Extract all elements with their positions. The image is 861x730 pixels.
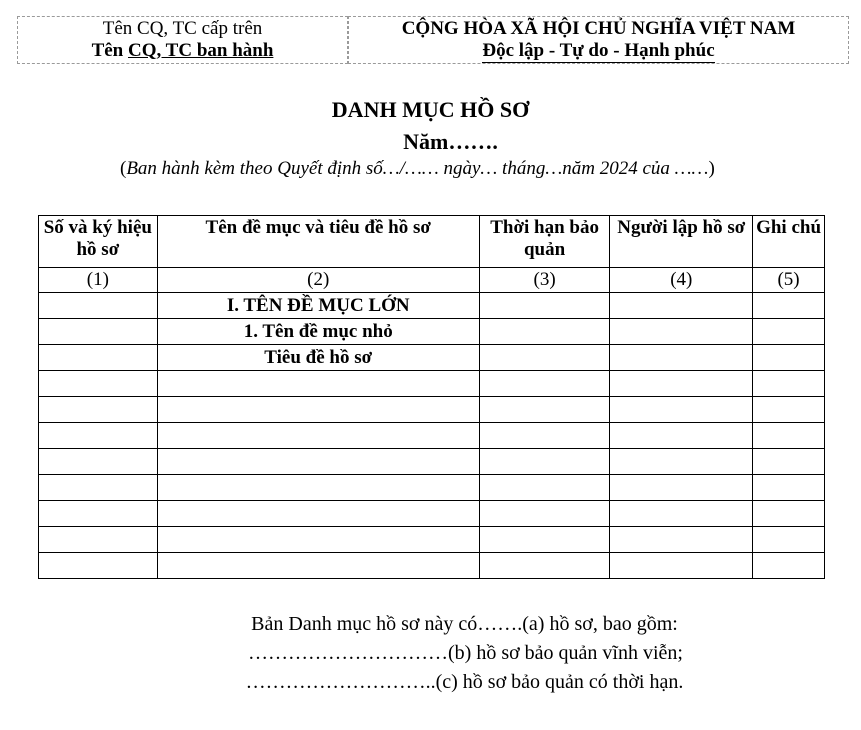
table-cell [39,449,158,475]
issuing-agency-underlined: CQ, TC ban hành [128,40,274,61]
table-cell [610,319,753,345]
table-cell [39,397,158,423]
table-cell [479,449,610,475]
table-cell [610,501,753,527]
header-record-title: Tên đề mục và tiêu đề hồ sơ [157,216,479,268]
table-row [39,501,825,527]
table-cell [157,501,479,527]
table-row [39,423,825,449]
table-row [39,319,825,345]
column-number: (5) [753,268,825,293]
table-cell [753,449,825,475]
table-cell [753,319,825,345]
table-cell [479,501,610,527]
table-cell [39,345,158,371]
table-cell [39,319,158,345]
table-cell [610,553,753,579]
table-cell: 1. Tên đề mục nhỏ [157,319,479,345]
table-header-row [39,216,825,268]
national-heading-block [348,16,849,64]
table-cell [479,371,610,397]
table-cell [753,345,825,371]
table-cell [39,553,158,579]
table-cell [753,371,825,397]
basis-close-paren: ) [708,158,715,179]
table-cell [753,553,825,579]
upper-agency-name: Tên CQ, TC cấp trên [102,18,263,39]
table-cell [157,527,479,553]
table-cell [479,345,610,371]
table-cell [610,527,753,553]
table-row [39,397,825,423]
summary-total-line: Bản Danh mục hồ sơ này có…….(a) hồ sơ, bao gồm: [251,613,678,635]
header-record-creator: Người lập hồ sơ [610,216,753,268]
header-notes: Ghi chú [753,216,825,268]
table-cell [610,397,753,423]
national-title: CỘNG HÒA XÃ HỘI CHỦ NGHĨA VIỆT NAM [401,18,796,39]
table-cell [39,423,158,449]
issuing-agency-block [17,16,348,64]
table-cell [610,371,753,397]
summary-limited-line: ………………………..(c) hồ sơ bảo quản có thời hạn. [245,671,684,693]
table-cell [479,293,610,319]
summary-block [0,610,861,697]
table-cell [157,449,479,475]
issuing-agency-name [18,40,347,62]
table-cell [479,319,610,345]
header-retention-period: Thời hạn bảo quản [479,216,610,268]
table-cell [157,397,479,423]
table-cell [157,553,479,579]
document-basis [120,158,715,180]
table-cell [39,371,158,397]
table-row [39,345,825,371]
table-cell [753,293,825,319]
header-record-number: Số và ký hiệu hồ sơ [39,216,158,268]
records-table [38,215,825,579]
summary-permanent-line: …………………………(b) hồ sơ bảo quản vĩnh viễn; [248,642,683,664]
issuing-agency-prefix: Tên [91,40,129,61]
table-cell [610,293,753,319]
table-cell [753,527,825,553]
table-cell: Tiêu đề hồ sơ [157,345,479,371]
table-row [39,475,825,501]
national-motto: Độc lập - Tự do - Hạnh phúc [482,40,715,61]
table-cell [39,527,158,553]
table-cell [39,501,158,527]
table-cell [610,345,753,371]
table-cell [479,423,610,449]
table-cell [157,475,479,501]
table-cell: I. TÊN ĐỀ MỤC LỚN [157,293,479,319]
column-number: (3) [479,268,610,293]
table-cell [753,423,825,449]
table-cell [479,527,610,553]
table-cell [479,397,610,423]
table-cell [157,371,479,397]
column-number: (1) [39,268,158,293]
table-cell [157,423,479,449]
column-number-row [39,268,825,293]
table-row [39,553,825,579]
table-cell [479,475,610,501]
document-year: Năm……. [403,129,498,154]
basis-open-paren: ( [120,158,127,179]
table-cell [39,475,158,501]
table-cell [753,397,825,423]
table-cell [753,501,825,527]
table-cell [610,423,753,449]
table-row [39,293,825,319]
document-title: DANH MỤC HỒ SƠ [331,97,530,122]
table-row [39,449,825,475]
table-row [39,527,825,553]
table-cell [610,475,753,501]
table-cell [39,293,158,319]
column-number: (4) [610,268,753,293]
table-cell [753,475,825,501]
column-number: (2) [157,268,479,293]
table-cell [479,553,610,579]
basis-text: Ban hành kèm theo Quyết định số…/…… ngày… tháng…năm 2024 của …… [126,158,709,179]
table-row [39,371,825,397]
table-cell [610,449,753,475]
